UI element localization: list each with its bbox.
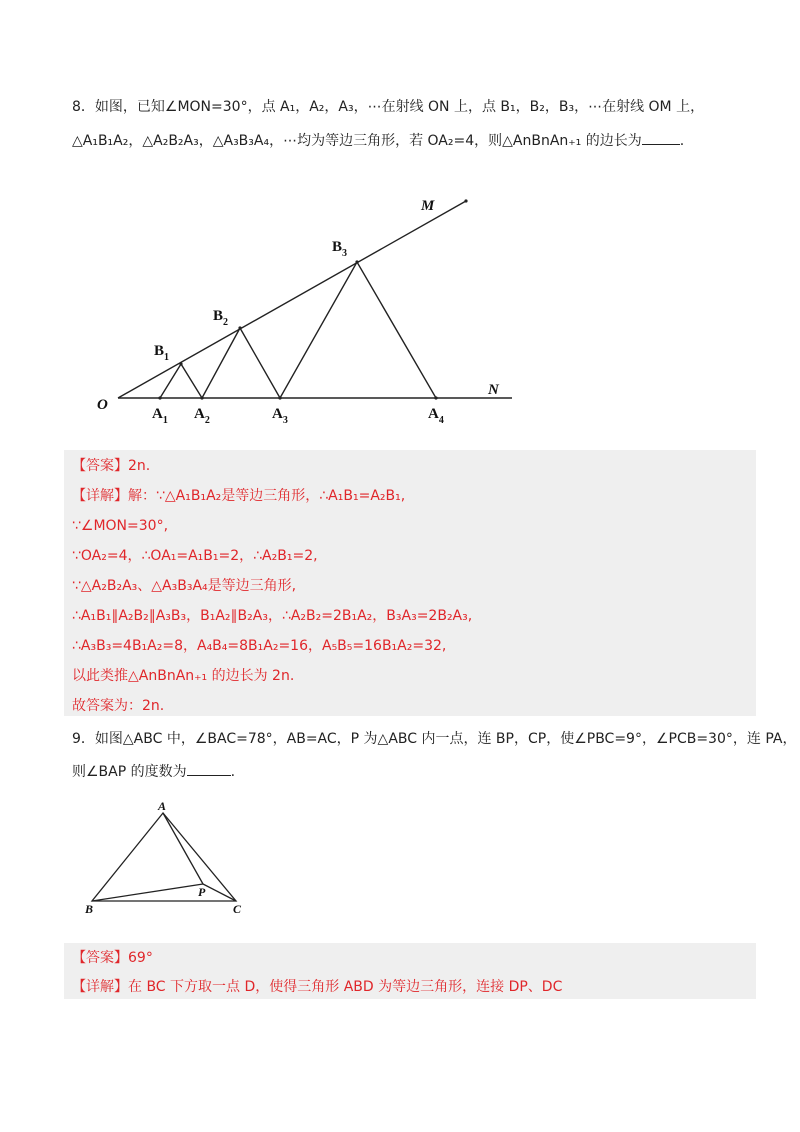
segment-BP: [92, 884, 203, 901]
q9-detail-line: 【详解】在 BC 下方取一点 D，使得三角形 ABD 为等边三角形，连接 DP、DC: [72, 979, 563, 995]
q8-line2-end: .: [679, 133, 685, 149]
triangle-A2B2A3: [202, 328, 280, 398]
q8-detail-line: ∴A₃B₃=4B₁A₂=8，A₄B₄=8B₁A₂=16，A₅B₅=16B₁A₂=32,: [72, 638, 447, 654]
q8-detail-line: ∵OA₂=4，∴OA₁=A₁B₁=2，∴A₂B₁=2,: [72, 548, 318, 564]
q9-line2-end: .: [230, 764, 236, 780]
q8-detail-line: 【详解】解：∵△A₁B₁A₂是等边三角形，∴A₁B₁=A₂B₁,: [72, 488, 406, 504]
triangle-A3B3A4: [280, 262, 436, 398]
q8-detail-line: ∵△A₂B₂A₃、△A₃B₃A₄是等边三角形,: [72, 578, 297, 594]
label-A: A: [158, 799, 167, 813]
segment-AP: [163, 813, 203, 884]
q9-text-line1: 9．如图△ABC 中，∠BAC=78°，AB=AC，P 为△ABC 内一点，连 BP，CP，使∠PBC=9°，∠PCB=30°，连 PA，: [72, 731, 797, 747]
q9-answer-line: 【答案】69°: [72, 950, 153, 966]
label-A2: $A_2$: [194, 406, 210, 426]
q8-detail-line: ∴A₁B₁∥A₂B₂∥A₃B₃，B₁A₂∥B₂A₃，∴A₂B₂=2B₁A₂，B₃A₃=2B₂A₃,: [72, 608, 473, 624]
q8-text-line2: [72, 131, 684, 151]
label-B2: $B_2$: [213, 308, 229, 328]
label-M: M: [421, 198, 435, 214]
q9-figure: [80, 795, 260, 925]
q9-text-line2: [72, 762, 235, 782]
answer-blank: [187, 762, 231, 776]
q8-detail-line: 故答案为：2n.: [72, 698, 165, 714]
label-B1: $B_1$: [154, 343, 170, 363]
triangle-ABC: [92, 813, 236, 901]
label-B3: $B_3$: [332, 239, 348, 259]
segment-CP: [203, 884, 236, 901]
ray-OM: [118, 201, 466, 398]
answer-blank: [642, 131, 680, 145]
label-N: N: [488, 382, 499, 398]
label-B: B: [85, 902, 94, 916]
label-C: C: [233, 902, 242, 916]
q8-figure: [90, 185, 530, 435]
q9-line2-text: 则∠BAP 的度数为: [72, 764, 187, 780]
triangle-A1B1A2: [160, 364, 202, 398]
q8-detail-line: ∵∠MON=30°,: [72, 518, 169, 534]
label-A3: $A_3$: [272, 406, 288, 426]
q8-text-line1: 8．如图，已知∠MON=30°，点 A₁，A₂，A₃，⋯在射线 ON 上，点 B₁，B₂，B₃，⋯在射线 OM 上，: [72, 99, 705, 115]
q8-detail-line: 以此类推△AnBnAn₊₁ 的边长为 2n.: [72, 668, 295, 684]
label-A4: $A_4$: [428, 406, 444, 426]
q8-answer-line: 【答案】2n.: [72, 458, 151, 474]
q8-line2-text: △A₁B₁A₂，△A₂B₂A₃，△A₃B₃A₄，⋯均为等边三角形，若 OA₂=4，则△AnBnAn₊₁ 的边长为: [72, 133, 642, 149]
label-O: O: [97, 397, 108, 413]
label-P: P: [198, 885, 206, 899]
label-A1: $A_1$: [152, 406, 168, 426]
